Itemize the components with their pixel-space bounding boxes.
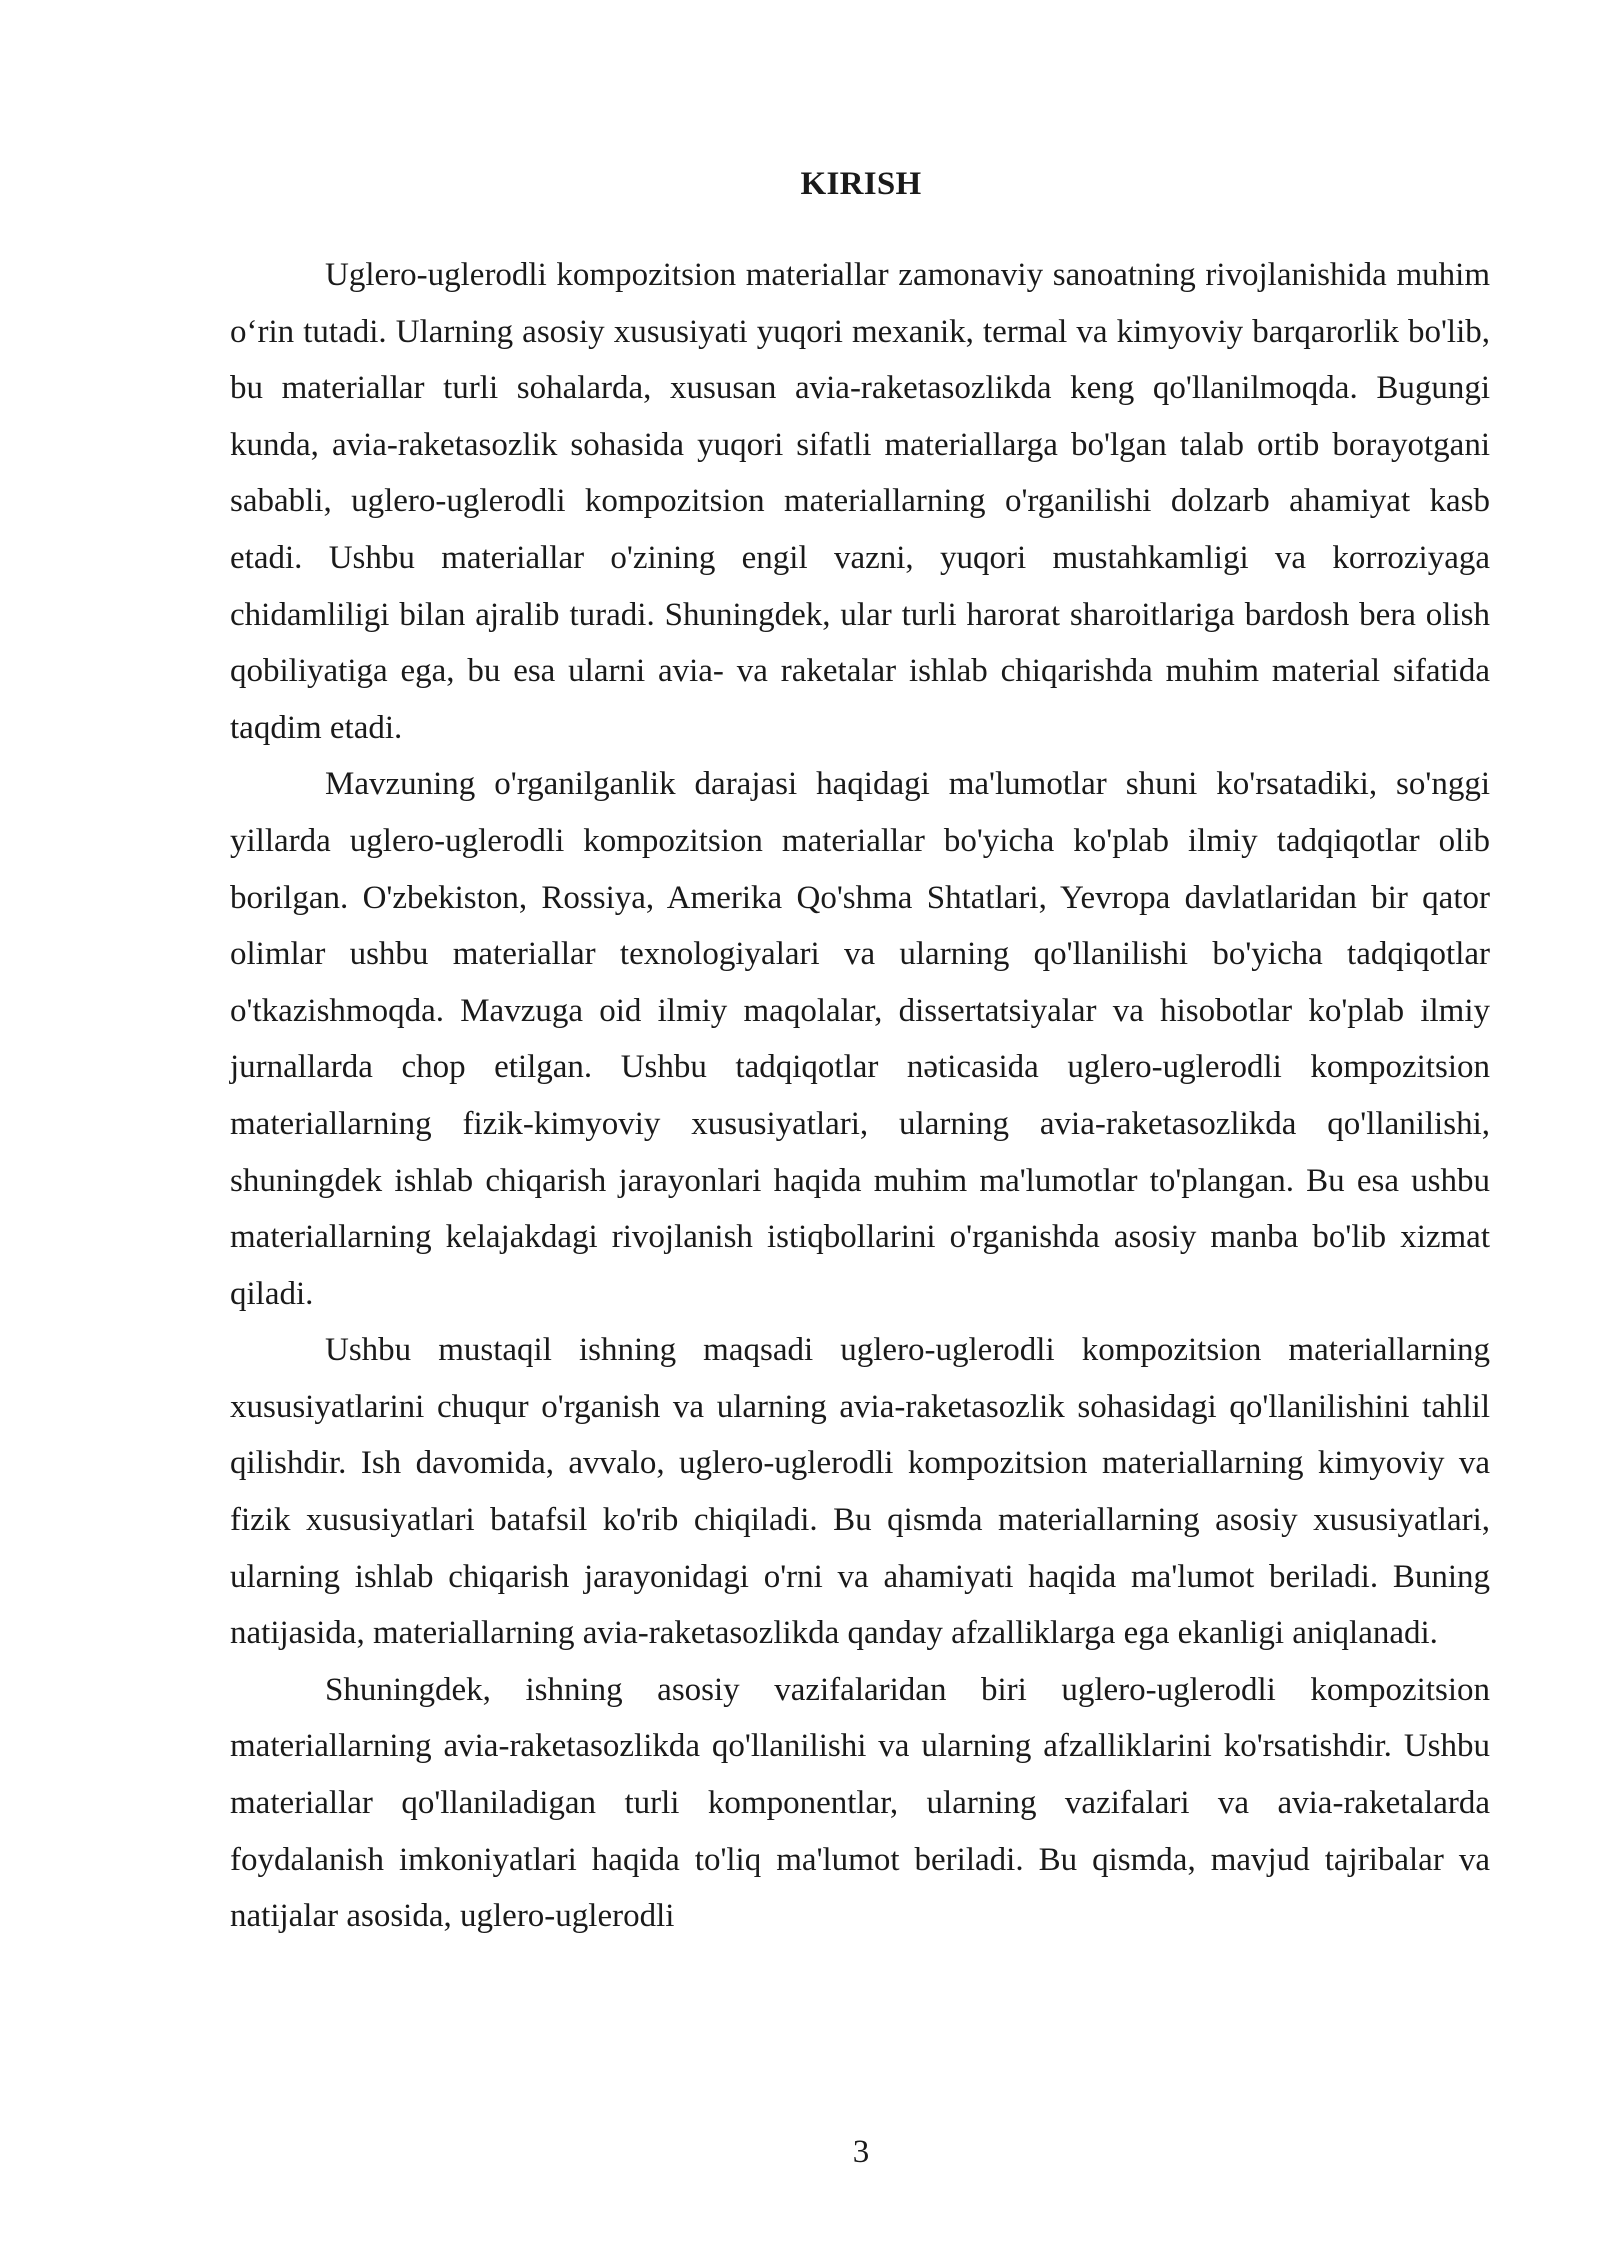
paragraph-2: Mavzuning o'rganilganlik darajasi haqidagi ma'lumotlar shuni ko'rsatadiki, so'nggi yillarda uglero-uglerodli kompozitsion materiallar bo'yicha ko'plab ilmiy tadqiqotlar olib borilgan. O'zbekiston, Rossiya, Amerika Qo'shma Shtatlari, Yevropa davlatlaridan bir qator olimlar ushbu materiallar texnologiyalari va ularning qo'llanilishi bo'yicha tadqiqotlar o'tkazishmoqda. Mavzuga oid ilmiy maqolalar, dissertatsiyalar va hisobotlar ko'plab ilmiy jurnallarda chop etilgan. Ushbu tadqiqotlar nəticasida uglero-uglerodli kompozitsion materiallarning fizik-kimyoviy xususiyatlari, ularning avia-raketasozlikda qo'llanilishi, shuningdek ishlab chiqarish jarayonlari haqida muhim ma'lumotlar to'plangan. Bu esa ushbu materiallarning kelajakdagi rivojlanish istiqbollarini o'rganishda asosiy manba bo'lib xizmat qiladi. [230,766,1490,1312]
paragraph-4: Shuningdek, ishning asosiy vazifalaridan biri uglero-uglerodli kompozitsion materiallarning avia-raketasozlikda qo'llanilishi va ularning afzalliklarini ko'rsatishdir. Ushbu materiallar qo'llaniladigan turli komponentlar, ularning vazifalari va avia-raketalarda foydalanish imkoniyatlari haqida to'liq ma'lumot beriladi. Bu qismda, mavjud tajribalar va natijalar asosida, uglero-uglerodli [230,1671,1490,1935]
page-number: 3 [852,2134,870,2170]
paragraph-1: Uglero-uglerodli kompozitsion materiallar zamonaviy sanoatning rivojlanishida muhim o‘rin tutadi. Ularning asosiy xususiyati yuqori mexanik, termal va kimyoviy barqarorlik bo'lib, bu materiallar turli sohalarda, xususan avia-raketasozlikda keng qo'llanilmoqda. Bugungi kunda, avia-raketasozlik sohasida yuqori sifatli materiallarga bo'lgan talab ortib borayotgani sababli, uglero-uglerodli kompozitsion materiallarning o'rganilishi dolzarb ahamiyat kasb etadi. Ushbu materiallar o'zining engil vazni, yuqori mustahkamligi va korroziyaga chidamliligi bilan ajralib turadi. Shuningdek, ular turli harorat sharoitlariga bardosh bera olish qobiliyatiga ega, bu esa ularni avia- va raketalar ishlab chiqarishda muhim material sifatida taqdim etadi. [230,257,1490,746]
paragraph-3: Ushbu mustaqil ishning maqsadi uglero-uglerodli kompozitsion materiallarning xususiyatlarini chuqur o'rganish va ularning avia-raketasozlik sohasidagi qo'llanilishini tahlil qilishdir. Ish davomida, avvalo, uglero-uglerodli kompozitsion materiallarning kimyoviy va fizik xususiyatlari batafsil ko'rib chiqiladi. Bu qismda materiallarning asosiy xususiyatlari, ularning ishlab chiqarish jarayonidagi o'rni va ahamiyati haqida ma'lumot beriladi. Buning natijasida, materiallarning avia-raketasozlikda qanday afzalliklarga ega ekanligi aniqlanadi. [230,1332,1490,1652]
page-title: KIRISH [800,166,922,202]
body-text [230,247,1490,1945]
